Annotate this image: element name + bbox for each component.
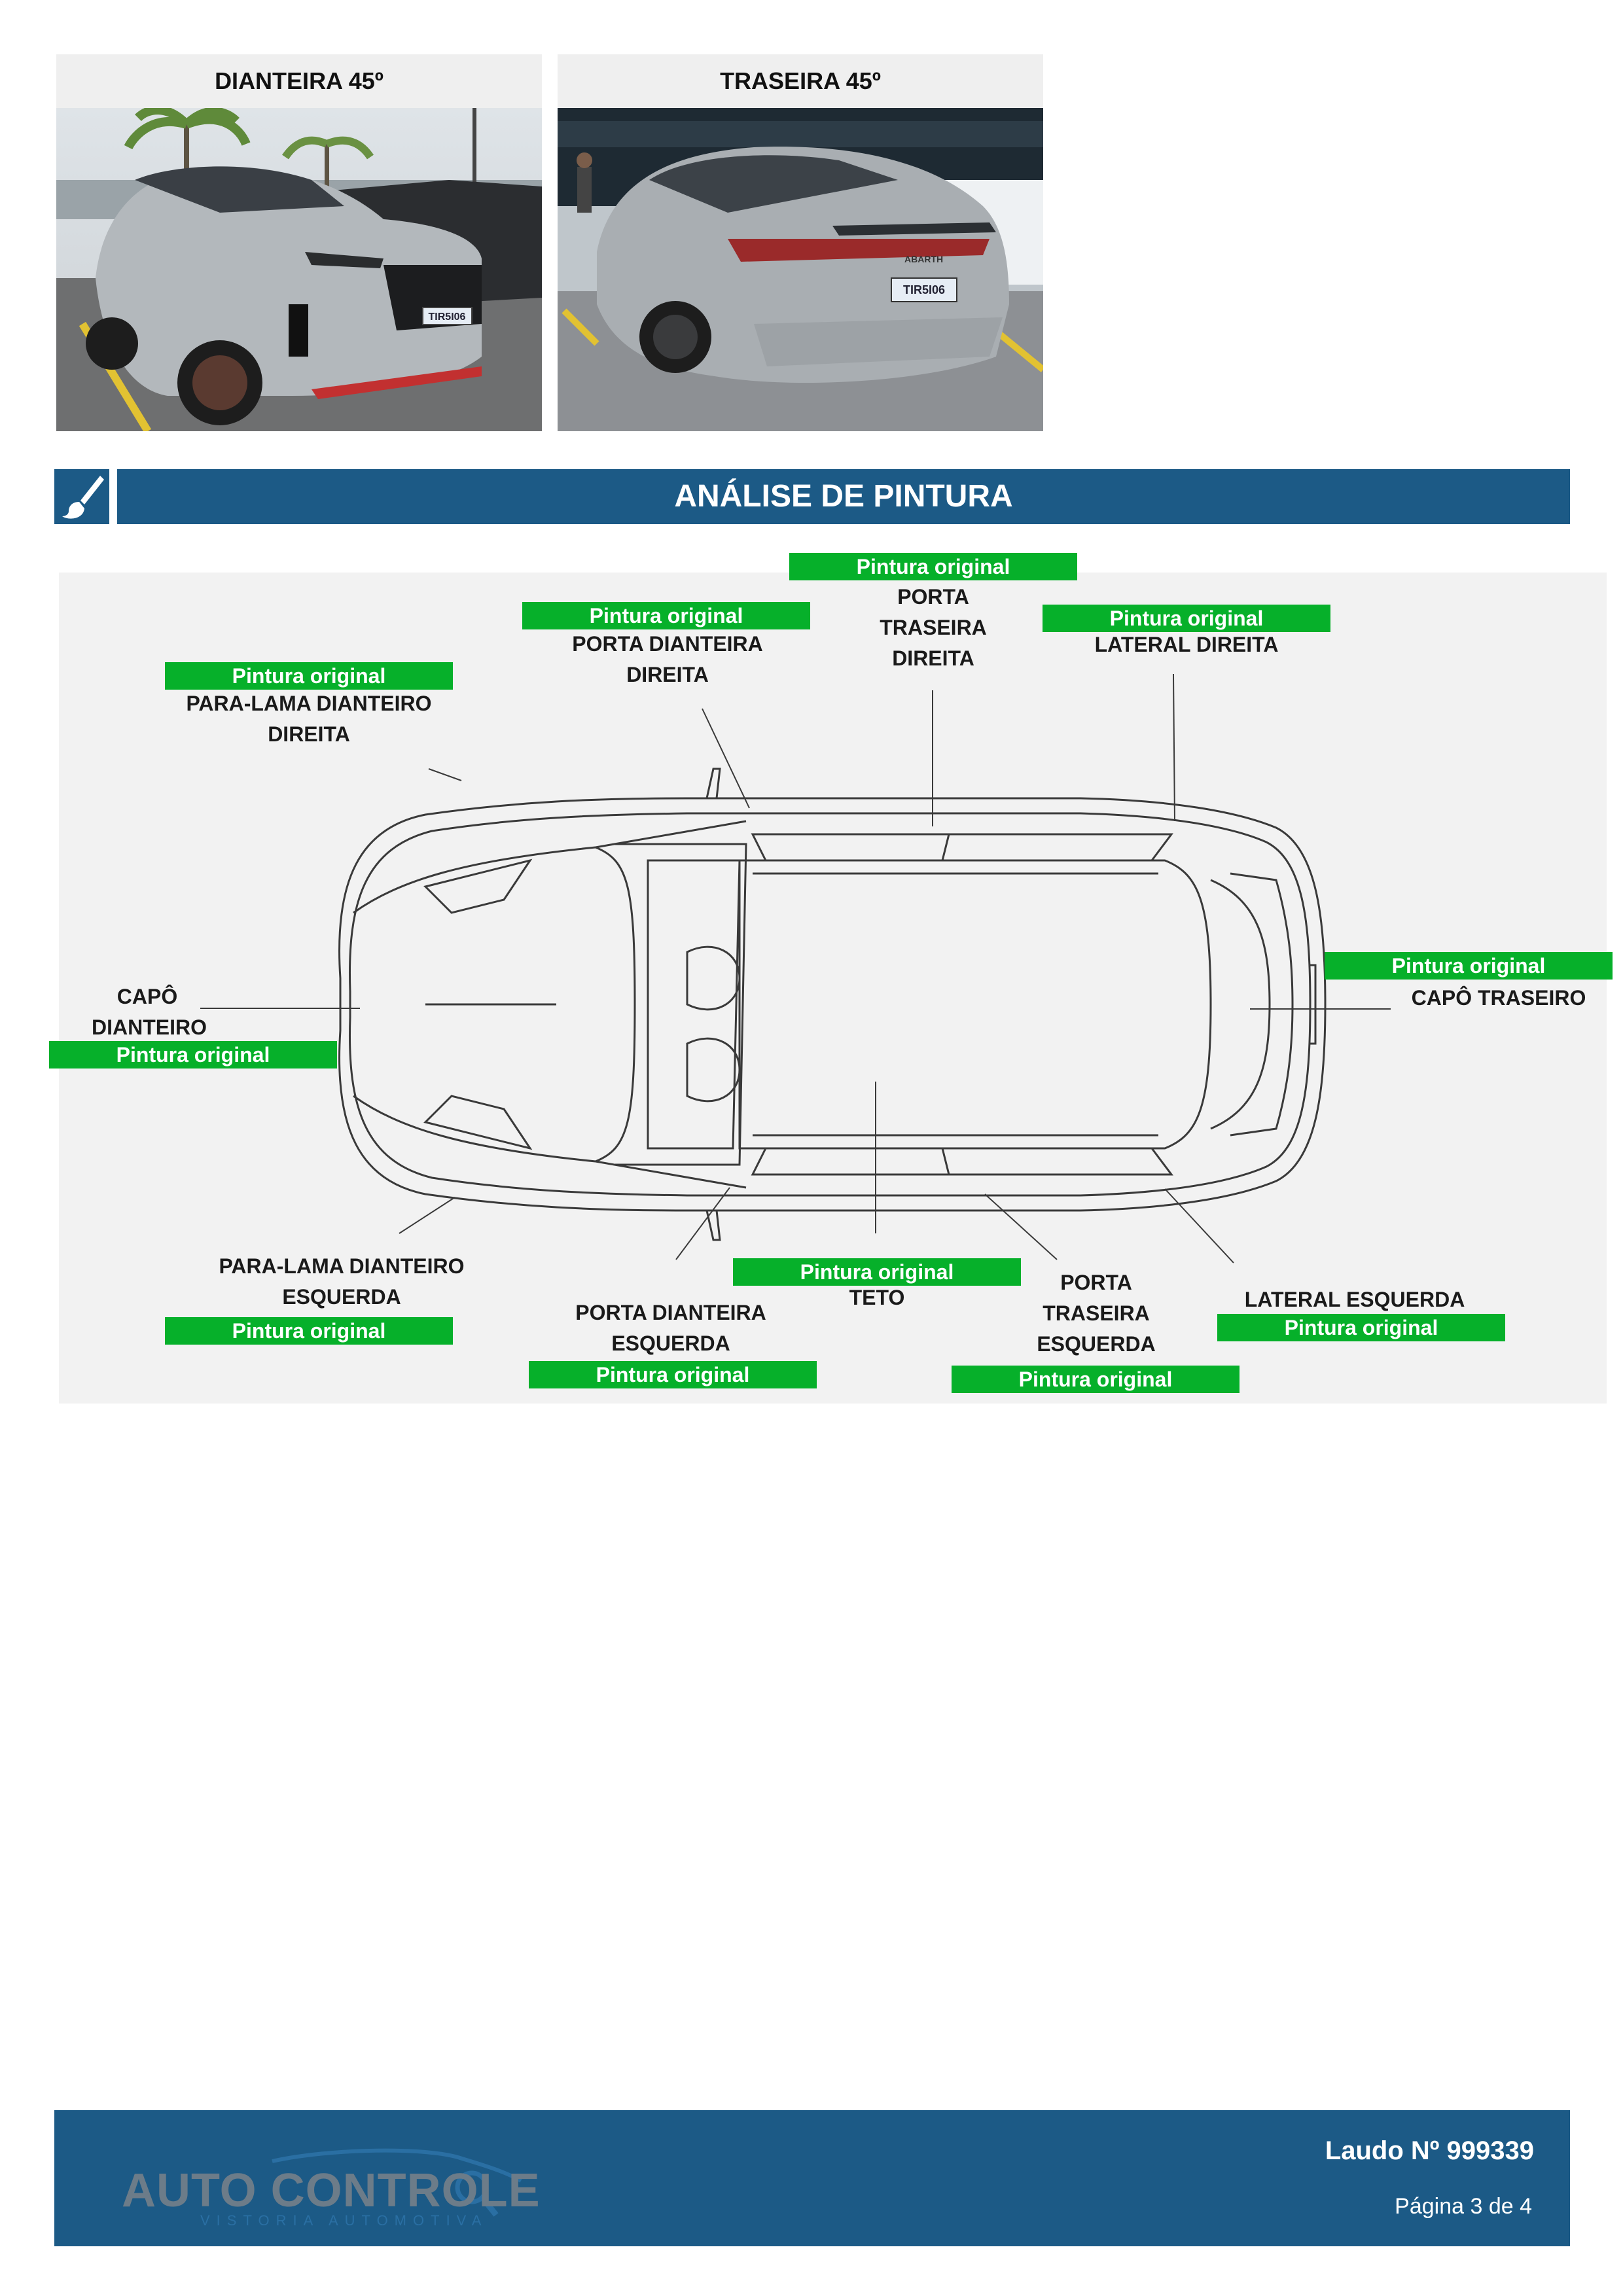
front-car-photo xyxy=(56,108,542,431)
page-number: Página 3 de 4 xyxy=(1395,2194,1532,2219)
paint-diagram xyxy=(59,555,1607,1404)
label-roof: TETO xyxy=(849,1286,905,1309)
report-number: Laudo Nº 999339 xyxy=(1325,2136,1534,2165)
svg-text:TIR5I06: TIR5I06 xyxy=(428,311,466,323)
section-title: ANÁLISE DE PINTURA xyxy=(117,469,1570,524)
page-footer xyxy=(54,2110,1570,2246)
status-badge-front-door-left: Pintura original xyxy=(529,1361,817,1388)
label-front-fender-right: PARA-LAMA DIANTEIRO DIREITA xyxy=(186,692,432,746)
logo-tagline: VISTORIA AUTOMOTIVA xyxy=(200,2212,488,2229)
status-badge-side-left: Pintura original xyxy=(1217,1314,1505,1341)
label-hood: CAPÔ DIANTEIRO xyxy=(92,985,207,1039)
rear-car-photo xyxy=(558,108,1043,431)
label-trunk: CAPÔ TRASEIRO xyxy=(1411,986,1586,1010)
label-side-left: LATERAL ESQUERDA xyxy=(1244,1288,1465,1311)
label-front-door-left: PORTA DIANTEIRA ESQUERDA xyxy=(575,1301,766,1355)
status-badge-front-door-right: Pintura original xyxy=(522,602,810,629)
company-logo xyxy=(122,2147,547,2229)
label-side-right: LATERAL DIREITA xyxy=(1094,633,1279,656)
front-photo-title: DIANTEIRA 45º xyxy=(215,67,383,94)
status-badge-side-right: Pintura original xyxy=(1043,605,1330,632)
label-front-fender-left: PARA-LAMA DIANTEIRO ESQUERDA xyxy=(219,1254,465,1309)
svg-text:TIR5I06: TIR5I06 xyxy=(902,283,946,296)
svg-text:ABARTH: ABARTH xyxy=(904,254,944,264)
status-badge-rear-door-right: Pintura original xyxy=(789,553,1077,580)
logo-wordmark: AUTO CONTROLE xyxy=(122,2164,541,2217)
front-photo-card xyxy=(56,54,542,431)
status-badge-hood: Pintura original xyxy=(49,1041,337,1069)
label-front-door-right: PORTA DIANTEIRA DIREITA xyxy=(572,632,763,686)
status-badge-front-fender-right: Pintura original xyxy=(165,662,453,690)
status-badge-roof: Pintura original xyxy=(733,1258,1021,1286)
label-rear-door-right: PORTA TRASEIRA DIREITA xyxy=(880,585,987,670)
status-badge-rear-door-left: Pintura original xyxy=(952,1366,1240,1393)
status-badge-trunk: Pintura original xyxy=(1325,952,1613,980)
rear-photo-title: TRASEIRA 45º xyxy=(720,67,881,94)
rear-photo-card xyxy=(558,54,1043,431)
label-rear-door-left: PORTA TRASEIRA ESQUERDA xyxy=(1037,1271,1156,1356)
paint-brush-icon xyxy=(54,469,109,524)
status-badge-front-fender-left: Pintura original xyxy=(165,1317,453,1345)
